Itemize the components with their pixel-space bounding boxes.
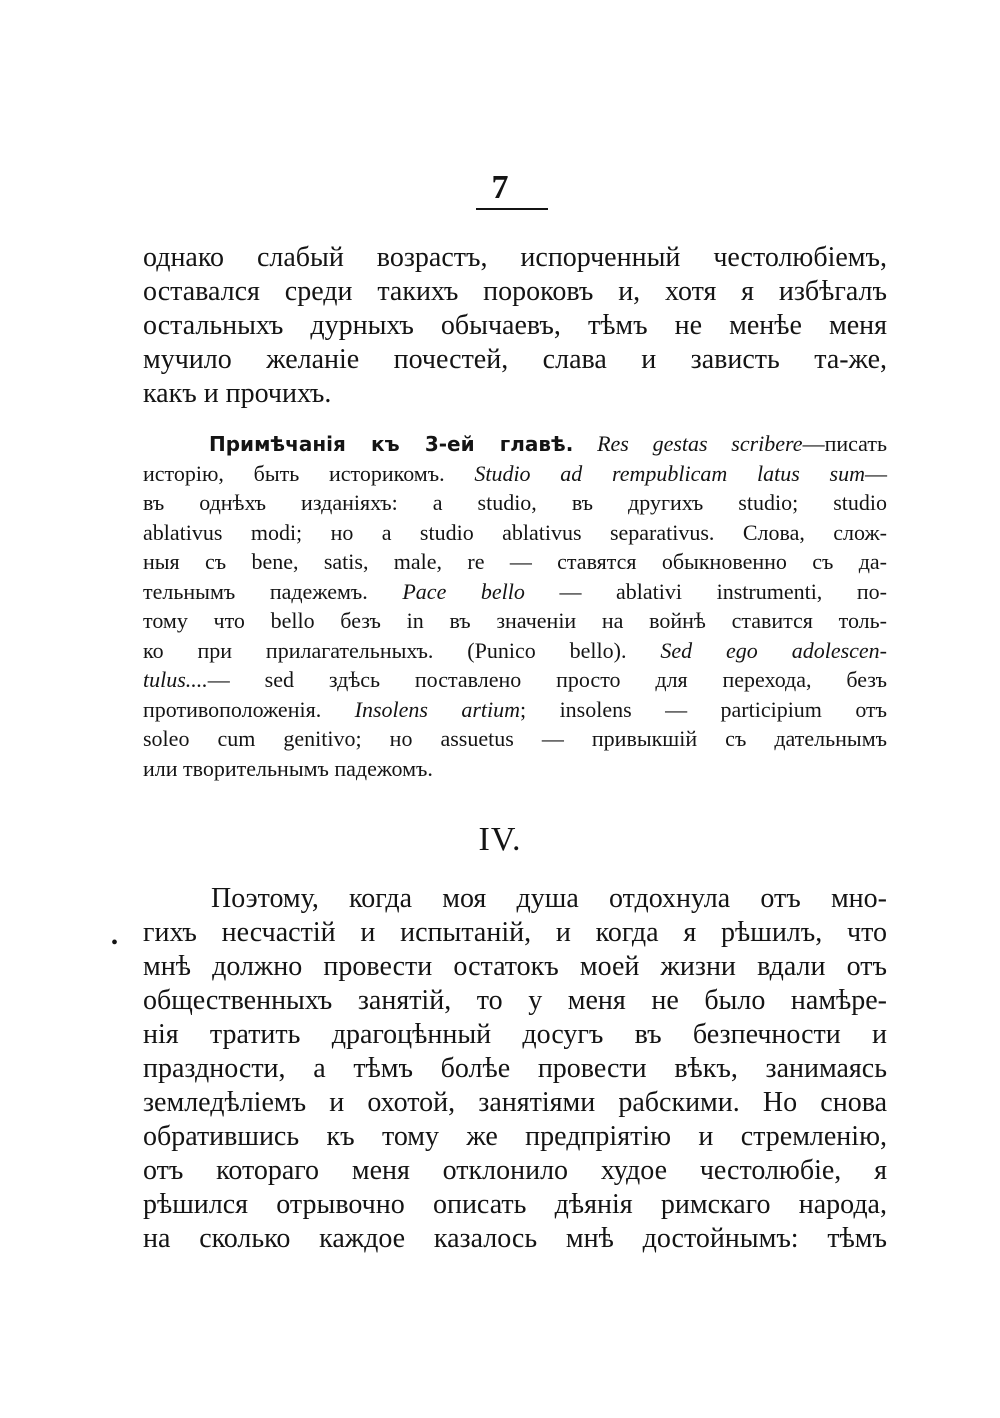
note-line (143, 459, 887, 489)
note-line: тому что bello безъ in въ значеніи на войнѣ ставится толь- (143, 608, 887, 633)
note-line (143, 665, 887, 695)
note-text: противоположенія. (143, 696, 355, 722)
text-line: земледѣліемъ и охотой, занятіями рабскими. Но снова (143, 1087, 887, 1118)
note-line: ablativus modi; но a studio ablativus separativus. Слова, слож- (143, 519, 887, 545)
top-paragraph (143, 241, 887, 411)
note-line (143, 577, 887, 607)
note-text: ко при прилагательныхъ. (Punico bello). (143, 637, 661, 663)
latin-phrase: Res gestas scribere (597, 431, 803, 456)
text-line: мнѣ должно провести остатокъ моей жизни вдали отъ (143, 951, 887, 982)
latin-phrase: Studio ad rempublicam latus sum (474, 460, 865, 486)
text-line: отъ котораго меня отклонило худое честолюбіе, я (143, 1155, 887, 1186)
chapter-4-paragraph (143, 882, 887, 1256)
text-line: нія тратить драгоцѣнный досугъ въ безпечности и (143, 1019, 887, 1050)
note-line: ныя съ bene, satis, male, re — ставятся обыкновенно съ да- (143, 549, 887, 574)
latin-phrase: Sed ego adolescen- (660, 637, 887, 663)
text-line: гихъ несчастій и испытаній, и когда я рѣшилъ, что (143, 917, 887, 948)
text-line: рѣшился отрывочно описать дѣянія римскаго народа, (143, 1189, 887, 1220)
text-line: однако слабый возрастъ, испорченный честолюбіемъ, (143, 242, 887, 273)
note-line: или творительнымъ падежомъ. (143, 755, 433, 781)
text-line: общественныхъ занятій, то у меня не было намѣре- (143, 985, 887, 1016)
note-line (143, 429, 887, 459)
text-line: праздности, а тѣмъ болѣе провести вѣкъ, занимаясь (143, 1053, 887, 1084)
text-line: Поэтому, когда моя душа отдохнула отъ мно- (211, 883, 887, 914)
note-line (143, 695, 887, 725)
page-number-rule (476, 208, 548, 210)
note-text: — (865, 460, 887, 486)
text-line: остальныхъ дурныхъ обычаевъ, тѣмъ не менѣе меня (143, 310, 887, 341)
note-line: soleo cum genitivo; но assuetus — привыкшій съ дательнымъ (143, 726, 887, 751)
chapter-heading: IV. (478, 821, 522, 858)
note-text: — sed здѣсь поставлено просто для перехода, безъ (207, 667, 887, 692)
note-text: — ablativi instrumenti, по- (524, 578, 887, 604)
text-line: какъ и прочихъ. (143, 378, 332, 409)
latin-phrase: tulus.... (143, 667, 208, 692)
note-text: —писать (802, 431, 887, 456)
latin-phrase: Insolens artium (354, 696, 521, 722)
text-line: оставался среди такихъ пороковъ и, хотя я избѣгалъ (143, 276, 887, 307)
note-line: въ однѣхъ изданіяхъ: a studio, въ другихъ studio; studio (143, 490, 887, 515)
latin-phrase: Pace bello (402, 578, 525, 604)
chapter-3-notes (143, 429, 887, 783)
stray-ink-mark: • (111, 932, 119, 954)
note-text: ; insolens — participium отъ (520, 696, 888, 722)
text-line: на сколько каждое казалось мнѣ достойнымъ: тѣмъ (143, 1223, 887, 1254)
text-line: мучило желаніе почестей, слава и зависть та-же, (143, 344, 887, 375)
note-text: тельнымъ падежемъ. (143, 578, 403, 604)
page-number: 7 (491, 169, 509, 206)
notes-heading: Примѣчанія къ 3-ей главѣ. (209, 432, 574, 456)
text-line: обратившись къ тому же предпріятію и стремленію, (143, 1121, 887, 1152)
note-line (143, 636, 887, 666)
note-text: исторію, быть историкомъ. (143, 460, 475, 486)
